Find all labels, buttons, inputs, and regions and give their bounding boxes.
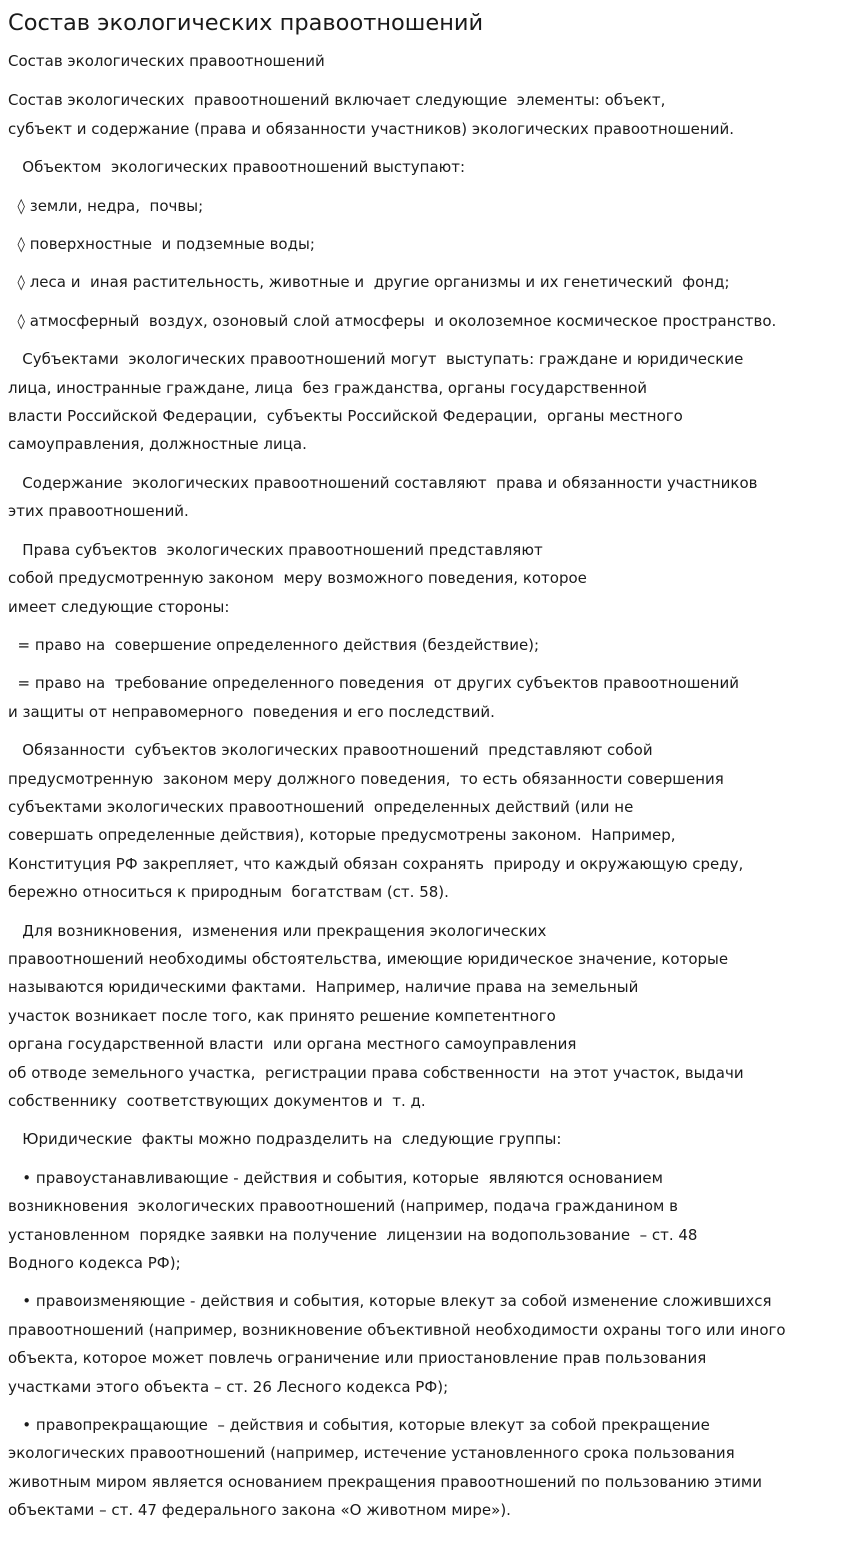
- paragraph: [8, 230, 842, 258]
- text-line: Юридические факты можно подразделить на следующие группы:: [8, 1130, 562, 1149]
- text-line: ◊ атмосферный воздух, озоновый слой атмосферы и околоземное космическое пространство.: [8, 311, 777, 330]
- text-line: и защиты от неправомерного поведения и его последствий.: [8, 702, 495, 721]
- text-line: Объектом экологических правоотношений выступают:: [8, 158, 466, 177]
- document-body: [8, 86, 842, 1524]
- text-line: Для возникновения, изменения или прекращения экологических: [8, 921, 547, 940]
- paragraph: [8, 736, 842, 906]
- text-line: собственнику соответствующих документов и т. д.: [8, 1092, 426, 1110]
- text-line: объектами – ст. 47 федерального закона «О животном мире»).: [8, 1501, 511, 1520]
- document-page: [8, 0, 842, 1535]
- text-line: участками этого объекта – ст. 26 Лесного кодекса РФ);: [8, 1377, 449, 1396]
- text-line: совершать определенные действия), которые предусмотрены законом. Например,: [8, 826, 676, 845]
- paragraph: [8, 1125, 842, 1153]
- text-line: имеет следующие стороны:: [8, 597, 230, 616]
- text-line: лица, иностранные граждане, лица без гражданства, органы государственной: [8, 378, 647, 397]
- paragraph: [8, 536, 842, 621]
- paragraph: [8, 669, 842, 726]
- text-line: власти Российской Федерации, субъекты Российской Федерации, органы местного: [8, 407, 683, 426]
- text-line: правоотношений необходимы обстоятельства, имеющие юридическое значение, которые: [8, 949, 729, 968]
- text-line: этих правоотношений.: [8, 502, 189, 521]
- paragraph: [8, 1411, 842, 1525]
- text-line: • правопрекращающие – действия и события, которые влекут за собой прекращение: [8, 1416, 710, 1435]
- subtitle: Состав экологических правоотношений: [8, 52, 325, 70]
- text-line: ◊ поверхностные и подземные воды;: [8, 235, 315, 254]
- text-line: правоотношений (например, возникновение объективной необходимости охраны того или иного: [8, 1320, 786, 1339]
- paragraph: [8, 153, 842, 181]
- text-line: Конституция РФ закрепляет, что каждый обязан сохранять природу и окружающую среду,: [8, 854, 744, 873]
- text-line: установленном порядке заявки на получение лицензии на водопользование – ст. 48: [8, 1225, 698, 1244]
- text-line: органа государственной власти или органа местного самоуправления: [8, 1035, 577, 1054]
- paragraph: [8, 631, 842, 659]
- text-line: субъектами экологических правоотношений определенных действий (или не: [8, 797, 634, 816]
- text-line: экологических правоотношений (например, истечение установленного срока пользования: [8, 1444, 735, 1463]
- text-line: животным миром является основанием прекращения правоотношений по пользованию этими: [8, 1472, 762, 1491]
- paragraph: [8, 192, 842, 220]
- text-line: предусмотренную законом меру должного поведения, то есть обязанности совершения: [8, 769, 724, 788]
- text-line: называются юридическими фактами. Например, наличие права на земельный: [8, 978, 639, 997]
- text-line: = право на требование определенного поведения от других субъектов правоотношений: [8, 674, 739, 693]
- text-line: собой предусмотренную законом меру возможного поведения, которое: [8, 569, 587, 588]
- text-line: возникновения экологических правоотношений (например, подача гражданином в: [8, 1197, 678, 1216]
- text-line: субъект и содержание (права и обязанности участников) экологических правоотношений.: [8, 119, 734, 138]
- text-line: объекта, которое может повлечь ограничение или приостановление прав пользования: [8, 1349, 707, 1368]
- paragraph: [8, 1164, 842, 1278]
- text-line: Права субъектов экологических правоотношений представляют: [8, 540, 543, 559]
- text-line: участок возникает после того, как принято решение компетентного: [8, 1006, 556, 1025]
- page-title: Состав экологических правоотношений: [8, 10, 484, 36]
- paragraph: [8, 917, 842, 1116]
- text-line: Водного кодекса РФ);: [8, 1254, 181, 1273]
- paragraph: [8, 469, 842, 526]
- text-line: ◊ земли, недра, почвы;: [8, 196, 204, 215]
- text-line: Состав экологических правоотношений включает следующие элементы: объект,: [8, 91, 666, 110]
- text-line: • правоизменяющие - действия и события, которые влекут за собой изменение сложившихся: [8, 1292, 772, 1311]
- text-line: Обязанности субъектов экологических правоотношений представляют собой: [8, 741, 653, 760]
- paragraph: [8, 307, 842, 335]
- paragraph: [8, 86, 842, 143]
- text-line: Субъектами экологических правоотношений могут выступать: граждане и юридические: [8, 350, 744, 369]
- text-line: = право на совершение определенного действия (бездействие);: [8, 635, 540, 654]
- paragraph: [8, 268, 842, 296]
- text-line: об отводе земельного участка, регистрации права собственности на этот участок, выдачи: [8, 1063, 744, 1082]
- text-line: ◊ леса и иная растительность, животные и другие организмы и их генетический фонд;: [8, 273, 730, 292]
- text-line: самоуправления, должностные лица.: [8, 435, 307, 454]
- paragraph: [8, 345, 842, 459]
- text-line: бережно относиться к природным богатствам (ст. 58).: [8, 883, 449, 902]
- text-line: • правоустанавливающие - действия и события, которые являются основанием: [8, 1168, 663, 1187]
- paragraph: [8, 1287, 842, 1401]
- text-line: Содержание экологических правоотношений составляют права и обязанности участников: [8, 473, 758, 492]
